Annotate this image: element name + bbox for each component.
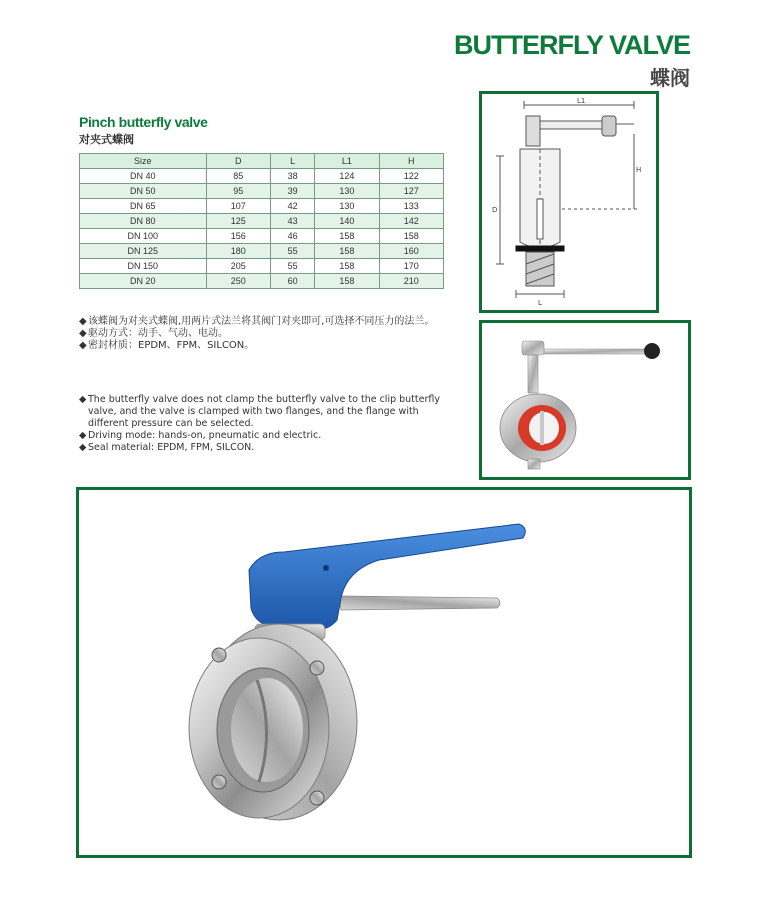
table-cell: DN 20 bbox=[80, 274, 207, 289]
table-cell: 55 bbox=[270, 259, 314, 274]
table-cell: 130 bbox=[315, 199, 379, 214]
table-cell: 158 bbox=[379, 229, 443, 244]
table-header-row bbox=[80, 154, 444, 169]
section-title: Pinch butterfly valve bbox=[79, 114, 208, 130]
table-cell: 156 bbox=[206, 229, 270, 244]
table-cell: 60 bbox=[270, 274, 314, 289]
table-cell: 38 bbox=[270, 169, 314, 184]
dimension-label-d: D bbox=[492, 206, 498, 214]
table-cell: 125 bbox=[206, 214, 270, 229]
table-cell: 107 bbox=[206, 199, 270, 214]
table-cell: 95 bbox=[206, 184, 270, 199]
table-row bbox=[80, 214, 444, 229]
column-header: L bbox=[270, 154, 314, 169]
table-cell: 140 bbox=[315, 214, 379, 229]
bullet-icon: ◆ bbox=[79, 316, 87, 327]
butterfly-valve-blue-handle-photo bbox=[79, 490, 689, 855]
bullet-icon: ◆ bbox=[79, 340, 87, 351]
note-continuation: valve, and the valve is clamped with two flanges, and the flange with bbox=[88, 406, 419, 417]
table-cell: 127 bbox=[379, 184, 443, 199]
dimension-label-l: L bbox=[538, 299, 542, 307]
table-cell: 180 bbox=[206, 244, 270, 259]
table-cell: DN 125 bbox=[80, 244, 207, 259]
page-title: BUTTERFLY VALVE bbox=[453, 30, 690, 60]
table-cell: 158 bbox=[315, 229, 379, 244]
table-cell: 205 bbox=[206, 259, 270, 274]
table-cell: DN 150 bbox=[80, 259, 207, 274]
valve-section-drawing bbox=[482, 94, 656, 310]
note-item: ◆ The butterfly valve does not clamp the butterfly valve to the clip butterfly bbox=[79, 394, 440, 405]
table-row bbox=[80, 274, 444, 289]
note-continuation: different pressure can be selected. bbox=[88, 418, 254, 429]
note-item: ◆密封材质：EPDM、FPM、SILCON。 bbox=[79, 340, 255, 351]
note-item: ◆ Seal material: EPDM, FPM, SILCON. bbox=[79, 442, 255, 453]
table-cell: 46 bbox=[270, 229, 314, 244]
column-header: H bbox=[379, 154, 443, 169]
table-cell: 85 bbox=[206, 169, 270, 184]
column-header: D bbox=[206, 154, 270, 169]
table-cell: 158 bbox=[315, 274, 379, 289]
table-cell: 250 bbox=[206, 274, 270, 289]
table-row bbox=[80, 244, 444, 259]
dimension-label-h: H bbox=[636, 166, 642, 174]
page-title-cn: 蝶阀 bbox=[650, 66, 690, 90]
butterfly-valve-red-seal-photo bbox=[482, 323, 688, 477]
technical-drawing-frame bbox=[479, 91, 659, 313]
bullet-icon: ◆ bbox=[79, 442, 87, 453]
note-item: ◆该蝶阀为对夹式蝶阀,用两片式法兰将其阀门对夹即可,可选择不同压力的法兰。 bbox=[79, 316, 435, 327]
table-cell: 160 bbox=[379, 244, 443, 259]
table-cell: 122 bbox=[379, 169, 443, 184]
dimension-label-l1: L1 bbox=[577, 97, 586, 105]
table-cell: 42 bbox=[270, 199, 314, 214]
table-cell: 170 bbox=[379, 259, 443, 274]
table-cell: 130 bbox=[315, 184, 379, 199]
table-cell: DN 50 bbox=[80, 184, 207, 199]
column-header: L1 bbox=[315, 154, 379, 169]
note-item: ◆ Driving mode: hands-on, pneumatic and electric. bbox=[79, 430, 322, 441]
bullet-icon: ◆ bbox=[79, 430, 87, 441]
table-cell: DN 100 bbox=[80, 229, 207, 244]
table-cell: 210 bbox=[379, 274, 443, 289]
table-row bbox=[80, 199, 444, 214]
notes-en bbox=[79, 394, 459, 454]
table-row bbox=[80, 184, 444, 199]
column-header: Size bbox=[80, 154, 207, 169]
table-cell: DN 65 bbox=[80, 199, 207, 214]
table-row bbox=[80, 229, 444, 244]
table-cell: DN 80 bbox=[80, 214, 207, 229]
product-photo-large bbox=[76, 487, 692, 858]
table-cell: 124 bbox=[315, 169, 379, 184]
note-item: ◆驱动方式：动手、气动、电动。 bbox=[79, 328, 228, 339]
table-row bbox=[80, 259, 444, 274]
table-cell: 133 bbox=[379, 199, 443, 214]
table-cell: 158 bbox=[315, 259, 379, 274]
table-cell: 158 bbox=[315, 244, 379, 259]
table-row bbox=[80, 169, 444, 184]
product-photo-small bbox=[479, 320, 691, 480]
bullet-icon: ◆ bbox=[79, 394, 87, 405]
table-cell: 39 bbox=[270, 184, 314, 199]
bullet-icon: ◆ bbox=[79, 328, 87, 339]
notes-cn bbox=[79, 316, 434, 352]
table-cell: 43 bbox=[270, 214, 314, 229]
section-title-cn: 对夹式蝶阀 bbox=[79, 133, 134, 146]
table-cell: 142 bbox=[379, 214, 443, 229]
table-cell: 55 bbox=[270, 244, 314, 259]
table-cell: DN 40 bbox=[80, 169, 207, 184]
spec-table bbox=[79, 153, 444, 289]
